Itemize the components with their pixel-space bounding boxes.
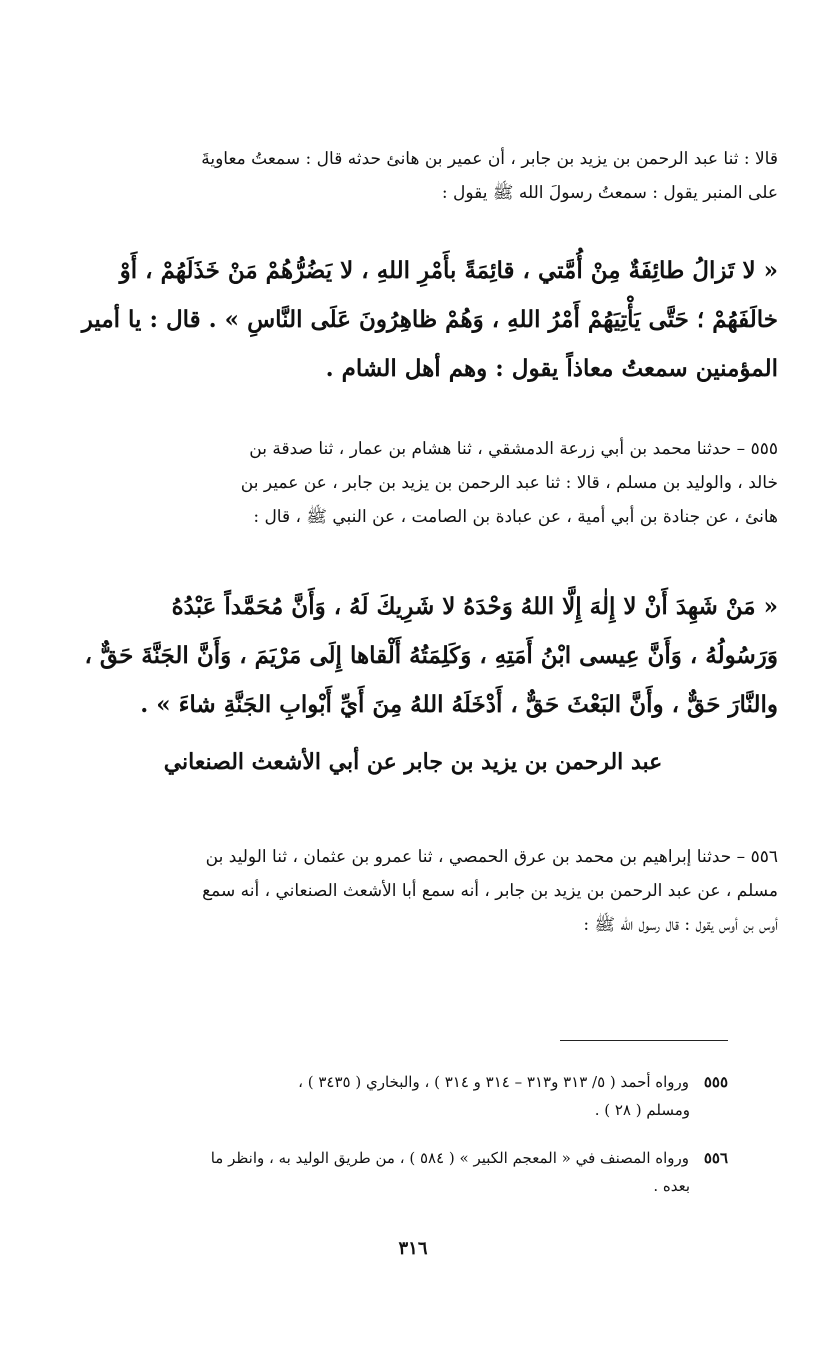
text-line: مسلم ، عن عبد الرحمن بن يزيد بن جابر ، أنه سمع أبا الأشعث الصنعاني ، أنه سمع <box>202 881 778 901</box>
text-line: هانئ ، عن جنادة بن أبي أمية ، عن عبادة بن الصامت ، عن النبي ﷺ ، قال : <box>253 507 778 527</box>
footnote-text: ومسلم ( ٢٨ ) . <box>594 1101 690 1119</box>
narration-block-555 <box>48 432 778 534</box>
footnote-number: ٥٥٥ <box>703 1073 728 1091</box>
footnote-text: ورواه المصنف في « المعجم الكبير » ( ٥٨٤ ) ، من طريق الوليد به ، وانظر ما <box>210 1149 690 1167</box>
text-line: ٥٥٥ – حدثنا محمد بن أبي زرعة الدمشقي ، ثنا هشام بن عمار ، ثنا صدقة بن <box>249 439 778 459</box>
hadith-line: « مَنْ شَهِدَ أَنْ لا إِلٰهَ إِلَّا اللهُ وَحْدَهُ لا شَرِيكَ لَهُ ، وَأَنَّ مُحَمَّداً عَبْدُهُ <box>171 593 778 620</box>
text-line: على المنبر يقول : سمعتُ رسولَ الله ﷺ يقول : <box>441 183 778 203</box>
hadith-line: المؤمنين سمعتُ معاذاً يقول : وهم أهل الشام . <box>325 355 778 382</box>
text-line: قالا : ثنا عبد الرحمن بن يزيد بن جابر ، أن عمير بن هانئ حدثه قال : سمعتُ معاويةَ <box>201 149 778 169</box>
text-line: أوس بن أوس يقول : قال رسول الله ﷺ : <box>583 915 778 935</box>
footnote-separator <box>560 1040 728 1041</box>
narration-block-556 <box>48 840 778 942</box>
page-number: ٣١٦ <box>398 1238 428 1259</box>
hadith-line: « لا تَزالُ طائِفَةٌ مِنْ أُمَّتي ، قائِمَةً بأَمْرِ اللهِ ، لا يَضُرُّهُمْ مَنْ خَذَلَهُمْ ، أَوْ <box>119 257 778 284</box>
footnote-555 <box>48 1068 728 1124</box>
text-line: ٥٥٦ – حدثنا إبراهيم بن محمد بن عرق الحمصي ، ثنا عمرو بن عثمان ، ثنا الوليد بن <box>205 847 778 867</box>
hadith-text-1 <box>48 246 778 393</box>
narration-block-1 <box>48 142 778 210</box>
hadith-text-2 <box>48 582 778 729</box>
footnote-556 <box>48 1144 728 1200</box>
hadith-line: خالَفَهُمْ ؛ حَتَّى يَأْتِيَهُمْ أَمْرُ اللهِ ، وَهُمْ ظاهِرُونَ عَلَى النَّاسِ » . قال : يا أمير <box>81 306 778 333</box>
footnote-number: ٥٥٦ <box>703 1149 728 1167</box>
hadith-line: وَرَسُولُهُ ، وَأَنَّ عِيسى ابْنُ أَمَتِهِ ، وَكَلِمَتُهُ أَلْقاها إِلَى مَرْيَمَ ، وَأَنَّ الجَنَّةَ حَقٌّ ، <box>84 642 778 669</box>
section-heading: عبد الرحمن بن يزيد بن جابر عن أبي الأشعث الصنعاني <box>163 749 663 775</box>
footnote-text: بعده . <box>653 1177 690 1195</box>
hadith-line: والنَّارَ حَقٌّ ، وأَنَّ البَعْثَ حَقٌّ ، أَدْخَلَهُ اللهُ مِنَ أَيِّ أَبْوابِ الجَنَّةِ شاءَ » . <box>140 691 778 718</box>
footnote-text: ورواه أحمد ( ٥/ ٣١٣ و٣١٣ – ٣١٤ و ٣١٤ ) ، والبخاري ( ٣٤٣٥ ) ، <box>298 1073 690 1091</box>
text-line: خالد ، والوليد بن مسلم ، قالا : ثنا عبد الرحمن بن يزيد بن جابر ، عن عمير بن <box>240 473 778 493</box>
